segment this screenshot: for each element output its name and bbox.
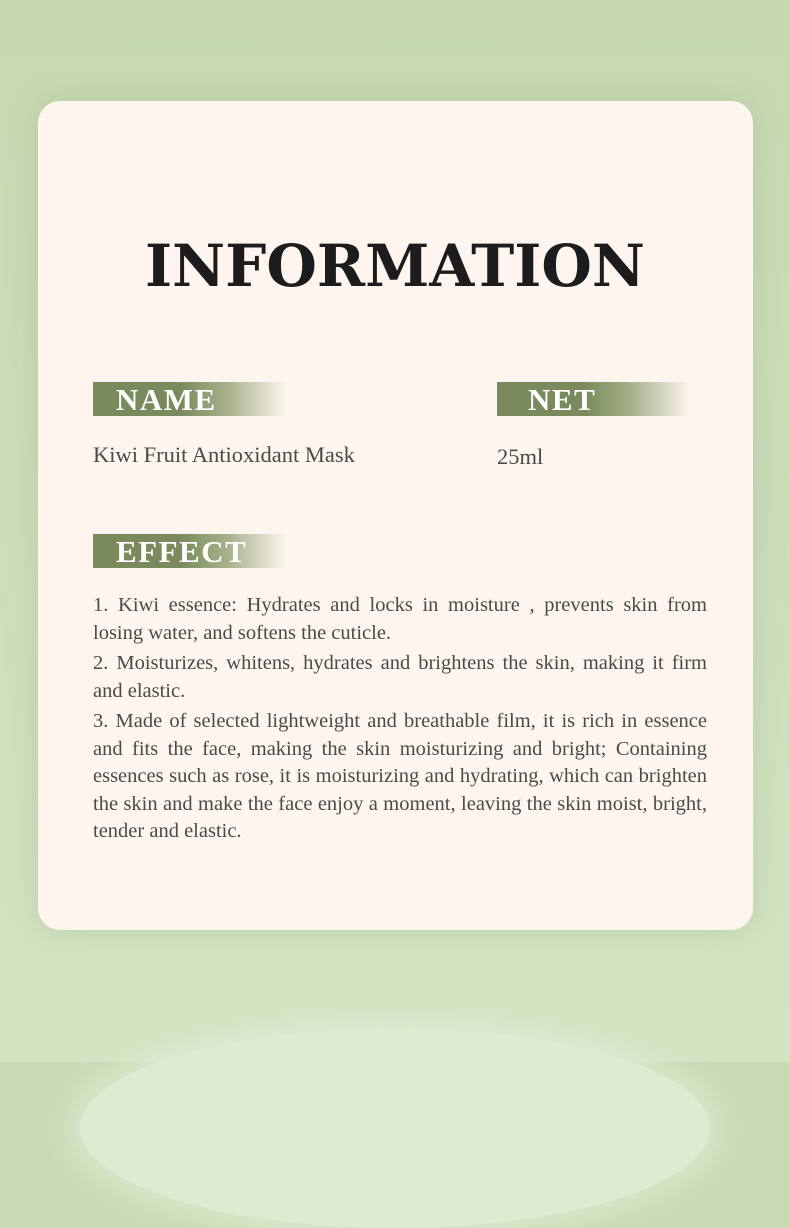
- effect-label-tag: EFFECT: [93, 534, 286, 568]
- effect-item-3: 3. Made of selected lightweight and breathable film, it is rich in essence and fits the face, making the skin moisturizing and bright; Containing essences such as rose, it is moisturizing and hydrating, which can brighten the skin and make the face enjoy a moment, leaving the skin moist, bright, tender and elastic.: [93, 710, 707, 842]
- effect-item-2: 2. Moisturizes, whitens, hydrates and brightens the skin, making it firm and elastic.: [93, 652, 707, 702]
- net-label-tag: NET: [497, 382, 690, 416]
- page-title: INFORMATION: [145, 232, 645, 300]
- background-arc: [80, 1028, 710, 1228]
- effect-list: [93, 592, 707, 849]
- product-name-value: Kiwi Fruit Antioxidant Mask: [93, 442, 355, 467]
- net-volume-value: 25ml: [497, 444, 544, 469]
- name-label-tag: NAME: [93, 382, 286, 416]
- effect-item-1: 1. Kiwi essence: Hydrates and locks in moisture , prevents skin from losing water, and softens the cuticle.: [93, 594, 707, 644]
